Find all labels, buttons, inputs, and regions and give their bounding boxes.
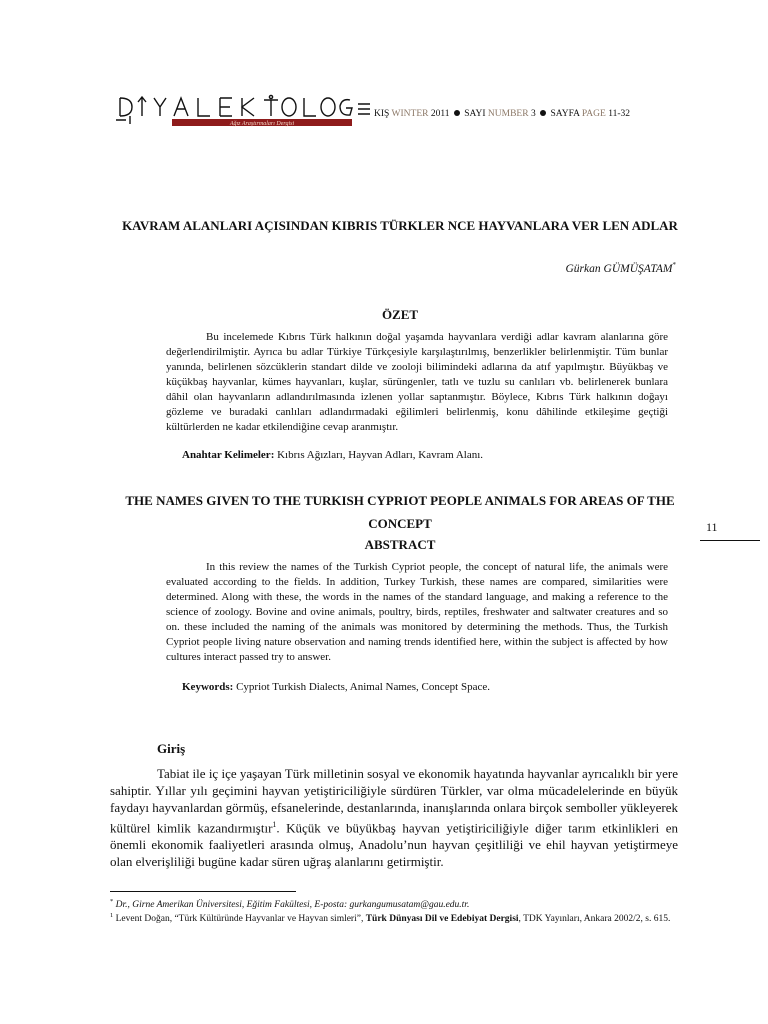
footnote-1-journal: Türk Dünyası Dil ve Edebiyat Dergisi (365, 914, 519, 925)
keywords-en-label: Keywords: (182, 681, 234, 693)
article-title-en: THE NAMES GIVEN TO THE TURKISH CYPRIOT PEOPLE ANIMALS FOR AREAS OF THE CONCEPT (125, 493, 675, 531)
article-title-tr: KAVRAM ALANLARI AÇISINDAN KIBRIS TÜRKLER NCE HAYVANLARA VER LEN ADLAR (122, 218, 678, 233)
issue-number-tr: SAYI (464, 109, 486, 119)
issue-page-tr: SAYFA (550, 109, 580, 119)
ozet-heading: ÖZET (381, 307, 419, 322)
page-number-rule (700, 540, 760, 541)
author-name (566, 261, 677, 275)
abstract-heading: ABSTRACT (364, 537, 436, 552)
ozet-text: Bu incelemede Kıbrıs Türk halkının doğal yaşamda hayvanlara verdiği adlar kavram alanlarına göre değerlendirilmiştir. Ayrıca bu adlar Türkiye Türkçesiyle karşılaştırılmış, benzerlikler belirlenmiştir. Tüm bunlar yanında, belirlenen sözcüklerin standart dilde ve zooloji bilimindeki adlarına da atıf yapılmıştır. Büyükbaş ve küçükbaş hayvanlar, kümes hayvanları, kuşlar, sürüngenler, tatlı ve tuzlu su canlıları vb. belirlenerek bunlara dâhil olan hayvanların adlandırılmasında izlenen yollar saptanmıştır. Böylece, Kıbrıs Türk halkının doğayı gözleme ve buradaki canlıları adlandırmadaki eğilimleri belirlenmiş, konu dâhilinde etkileşime geçtiği kültürlerden ne kadar etkilendiğine cevap aranmıştır. (166, 331, 668, 433)
keywords-en-value: Cypriot Turkish Dialects, Animal Names, Concept Space. (236, 681, 490, 693)
bullet-icon (540, 110, 546, 116)
journal-logo-graphic (116, 94, 374, 128)
footnote-separator (110, 891, 296, 892)
author-footnote-mark: * (672, 261, 676, 269)
keywords-tr (182, 448, 668, 463)
issue-page-en: PAGE (581, 109, 606, 119)
issue-season-tr: KIŞ (374, 109, 390, 119)
footnote-1-suffix: , TDK Yayınları, Ankara 2002/2, s. 615. (518, 914, 671, 925)
issue-season-en: WINTER (391, 109, 429, 119)
footnote-1-prefix: Levent Doğan, “Türk Kültüründe Hayvanlar ve Hayvan simleri”, (115, 914, 364, 925)
journal-logo (116, 94, 374, 128)
footnote-1 (110, 910, 687, 926)
bullet-icon (454, 110, 460, 116)
keywords-en (182, 680, 668, 695)
page-number: 11 (706, 520, 718, 534)
footnote-author-text: Dr., Girne Amerikan Üniversitesi, Eğitim Fakültesi, E-posta: gurkangumusatam@gau.edu.tr. (115, 900, 470, 911)
issue-number: 3 (530, 109, 536, 119)
footnote-1-mark: 1 (110, 912, 114, 919)
section-heading-giris: Giriş (157, 741, 186, 756)
author-name-text: Gürkan GÜMÜŞATAM (565, 262, 673, 275)
issue-pages: 11-32 (608, 109, 631, 119)
footnote-ref: 1 (272, 820, 277, 829)
issue-number-en: NUMBER (487, 109, 529, 119)
intro-text-part2: . Küçük ve büyükbaş hayvan yetiştiriciliğiyle diğer tarım etkinlikleri en önemli ekonomik faaliyetleri arasında olmuş, Anadolu’nun hayvan çeşitliliği ve ehil hayvan yetiştirmeye olan elverişliliği bugüne kadar süren uğraş alanlarını getirmiştir. (110, 820, 678, 870)
issue-info (374, 109, 630, 119)
intro-text-part1: Tabiat ile iç içe yaşayan Türk milletinin sosyal ve ekonomik hayatında hayvanlar ayrıcalıklı bir yere sahiptir. Yıllar yılı geçimini hayvan yetiştiriciliğiyle sürdüren Türkler, var olma mücadelelerinde en büyük faydayı hayvanlardan görmüş, efsanelerinde, destanlarında, inanışlarında onlara birçok semboller yükleyerek kültürel kimlik kazandırmıştır (110, 766, 678, 836)
svg-text:Ağız Araştırmaları Dergisi: Ağız Araştırmaları Dergisi (229, 121, 295, 127)
keywords-tr-label: Anahtar Kelimeler: (182, 449, 275, 461)
keywords-tr-value: Kıbrıs Ağızları, Hayvan Adları, Kavram Alanı. (277, 449, 484, 461)
footnote-author-mark: * (110, 898, 114, 905)
issue-year: 2011 (430, 109, 450, 119)
abstract-text: In this review the names of the Turkish Cypriot people, the concept of natural life, the animals were evaluated according to the fields. In addition, Turkey Turkish, these names are compared, similarities were determined. Along with these, the words in the names of the standard language, and making a reference to the science of zoology. Bovine and ovine animals, poultry, birds, reptiles, freshwater and saltwater creatures and so on. these included the naming of the animals was monitored by determining the methods. Thus, the Turkish Cypriot people living nature observation and naming trends identified here, within the subject is affected by how cultures interact passed try to answer. (166, 561, 668, 663)
intro-paragraph (110, 765, 678, 870)
